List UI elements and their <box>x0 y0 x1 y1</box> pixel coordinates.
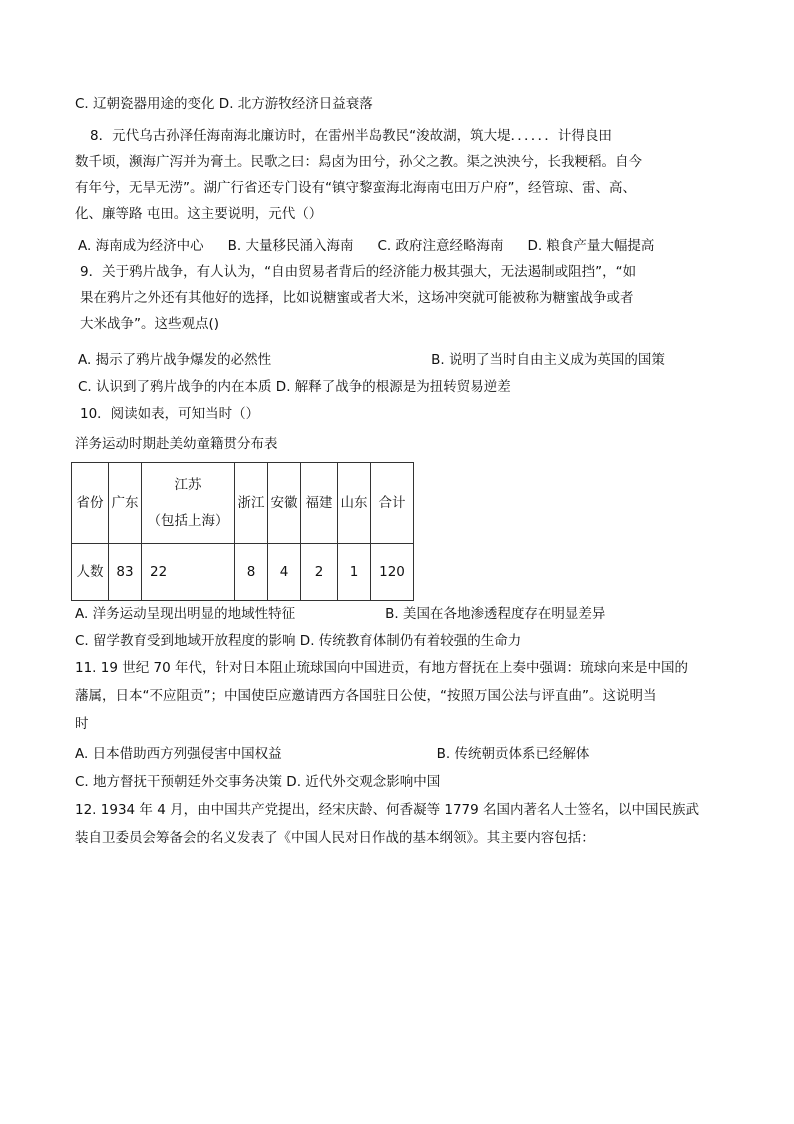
header-cell-province: 省份 <box>72 463 109 544</box>
q11-stem-line-1: 11. 19 世纪 70 年代，针对日本阻止琉球国向中国进贡，有地方督抚在上奏中强调：琉球向来是中国的 <box>75 660 688 676</box>
q11-stem-line-3: 时 <box>75 716 89 732</box>
header-cell-fujian: 福建 <box>301 463 338 544</box>
q8-option-b: B. 大量移民涌入海南 <box>227 238 354 254</box>
q11-option-a: A. 日本借助西方列强侵害中国权益 <box>75 746 282 762</box>
header-cell-shandong: 山东 <box>338 463 371 544</box>
q8-stem-line-1: 8．元代乌古孙泽任海南海北廉访时，在雷州半岛教民“浚故湖，筑大堤．．．．．．计得良田 <box>90 128 612 144</box>
value-anhui: 4 <box>268 544 301 601</box>
q11-options-ab <box>75 744 589 764</box>
q12-stem-line-2: 装自卫委员会筹备会的名义发表了《中国人民对日作战的基本纲领》。其主要内容包括： <box>75 830 595 846</box>
q8-stem-line-3: 有年兮，无旱无涝”。湖广行省还专门设有“镇守黎蛮海北海南屯田万户府”，经管琼、雷、高、 <box>75 180 636 196</box>
q8-option-a: A. 海南成为经济中心 <box>78 238 204 254</box>
q12-stem-line-1: 12. 1934 年 4 月，由中国共产党提出，经宋庆龄、何香凝等 1779 名国内著名人士签名，以中国民族武 <box>75 802 700 818</box>
header-cell-anhui: 安徽 <box>268 463 301 544</box>
header-cell-total: 合计 <box>371 463 414 544</box>
q8-stem-line-4: 化、廉等路 屯田。这主要说明，元代（） <box>75 206 323 222</box>
header-jiangsu-note: （包括上海） <box>147 513 229 529</box>
q10-stem: 10．阅读如表，可知当时（） <box>80 406 260 422</box>
q8-options <box>78 236 654 256</box>
value-jiangsu: 22 <box>142 544 235 601</box>
q9-option-a: A. 揭示了鸦片战争爆发的必然性 <box>78 352 272 368</box>
q10-table-caption: 洋务运动时期赴美幼童籍贯分布表 <box>75 436 278 452</box>
value-shandong: 1 <box>338 544 371 601</box>
q9-stem-line-2: 果在鸦片之外还有其他好的选择，比如说糖蜜或者大米，这场冲突就可能被称为糖蜜战争或者 <box>80 290 634 306</box>
q8-option-d: D. 粮食产量大幅提高 <box>527 238 655 254</box>
value-guangdong: 83 <box>109 544 142 601</box>
q11-option-b: B. 传统朝贡体系已经解体 <box>436 746 590 762</box>
q10-options-cd: C. 留学教育受到地域开放程度的影响 D. 传统教育体制仍有着较强的生命力 <box>75 633 522 649</box>
students-origin-table <box>71 462 414 601</box>
q9-option-b: B. 说明了当时自由主义成为英国的国策 <box>431 352 665 368</box>
header-jiangsu-label: 江苏 <box>174 477 202 493</box>
row-label-count: 人数 <box>72 544 109 601</box>
value-zhejiang: 8 <box>235 544 268 601</box>
q11-options-cd: C. 地方督抚干预朝廷外交事务决策 D. 近代外交观念影响中国 <box>75 774 441 790</box>
header-cell-jiangsu <box>142 463 235 544</box>
q8-stem-line-2: 数千顷，濒海广泻并为膏土。民歌之曰：舄卤为田兮，孙父之教。渠之泱泱兮，长我粳稻。自今 <box>75 154 642 170</box>
value-fujian: 2 <box>301 544 338 601</box>
q8-option-c: C. 政府注意经略海南 <box>377 238 504 254</box>
table-header-row <box>72 463 414 544</box>
table-row <box>72 544 414 601</box>
q9-stem-line-3: 大米战争”。这些观点() <box>80 316 220 332</box>
q10-option-a: A. 洋务运动呈现出明显的地域性特征 <box>75 606 296 622</box>
header-cell-guangdong: 广东 <box>109 463 142 544</box>
q10-options-ab <box>75 604 605 624</box>
q11-stem-line-2: 藩属，日本“不应阻贡”；中国使臣应邀请西方各国驻日公使，“按照万国公法与评直曲”。这说明当 <box>75 688 657 704</box>
q7-options-cd: C. 辽朝瓷器用途的变化 D. 北方游牧经济日益衰落 <box>75 96 373 112</box>
q9-options-ab <box>78 350 665 370</box>
q10-option-b: B. 美国在各地渗透程度存在明显差异 <box>385 606 606 622</box>
q9-stem-line-1: 9．关于鸦片战争，有人认为，“自由贸易者背后的经济能力极其强大，无法遏制或阻挡”，“如 <box>80 264 637 280</box>
q9-options-cd: C. 认识到了鸦片战争的内在本质 D. 解释了战争的根源是为扭转贸易逆差 <box>78 379 511 395</box>
header-cell-zhejiang: 浙江 <box>235 463 268 544</box>
value-total: 120 <box>371 544 414 601</box>
